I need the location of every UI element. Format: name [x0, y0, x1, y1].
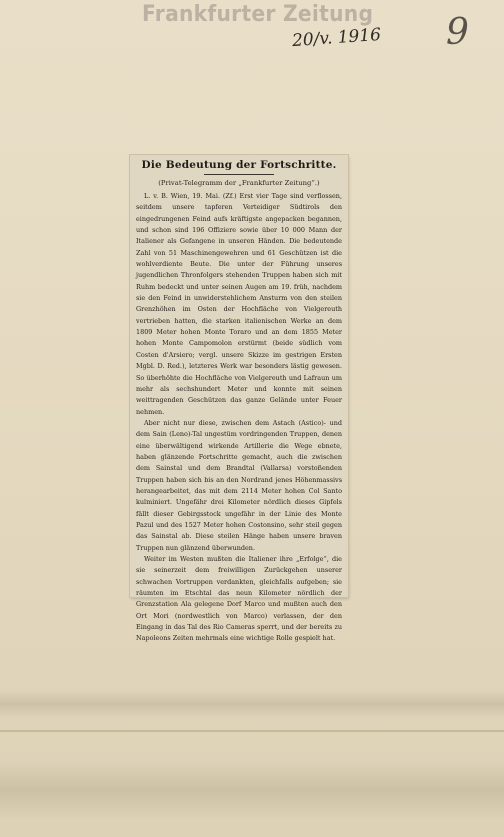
paper-crease — [0, 690, 504, 718]
article-title: Die Bedeutung der Fortschritte. — [141, 159, 337, 171]
handwritten-date: 20/v. 1916 — [291, 24, 382, 52]
article-paragraph: Weiter im Westen mußten die Italiener ihre „Erfolge“, die sie seinerzeit dem freiwilligen Zurückgehen unserer schwachen Vortruppen verdankten, gleichfalls aufgeben; sie räumten im Etschtal das neun Kilometer nördlich der Grenzstation Ala gelegene Dorf Marco und mußten auch den Ort Mori (nordwestlich von Marco) verlassen, der den Eingang in das Tal des Rio Cameras sperrt, und der bereits zu Napoleons Zeiten mehrmals eine wichtige Rolle gespielt hat. — [136, 555, 342, 643]
handwritten-page-number: 9 — [446, 12, 469, 53]
article-paragraph: L. v. B. Wien, 19. Mai. (Zf.) Erst vier Tage sind verflossen, seitdem unsere tapferen Verteidiger Südtirols den eingedrungenen Feind aufs kräftigste angepacken begannen, und schon sind 196 Offiziere sowie über 10 000 Mann der Italiener als Gefangene in unseren Händen. Die bedeutende Zahl von 51 Maschinengewehren und 61 Geschützen ist die wohlverdiente Beute. Die unter der Führung unseres jugendlichen Thronfolgers stehenden Truppen haben sich mit Ruhm bedeckt und unter seinen Augen am 19. früh, nachdem sie den Feind in unwiderstehlichem Ansturm von den steilen Grenzhöhen im Osten der Hochfläche von Vielgereuth vertrieben hatten, die starken italienischen Werke an dem 1809 Meter hohen Monte Toraro und an dem 1855 Meter hohen Monte Campomolon erstürmt (beide südlich vom Costen d'Arsiero; vergl. unsere Skizze im gestrigen Ersten Mgbl. D. Red.), letzteres Werk war besonders lästig gewesen. So überhöhte die Hochfläche von Vielgereuth und Lafraun um mehr als sechshundert Meter und konnte mit seinen weittragenden Geschützen das ganze Gelände unter Feuer nehmen. — [136, 192, 342, 416]
fold-line — [0, 730, 504, 732]
article-paragraph: Aber nicht nur diese, zwischen dem Astach (Astico)- und dem Sain (Leno)-Tal ungestüm vordringenden Truppen, denen eine überwältigend wirkende Artillerie die Wege ebnete, haben glänzende Fortschritte gemacht, auch die zwischen dem Sainstal und dem Brandtal (Vallarsa) vorstoßenden Truppen haben sich bis an den Nordrand jenes Höhenmassivs herangearbeitet, das mit dem 2114 Meter hohen Col Santo kulminiert. Ungefähr drei Kilometer nördlich dieses Gipfels fällt dieser Gebirgsstock ungefähr in der Linie des Monte Pazul und des 1527 Meter hohen Costonsino, sehr steil gegen das Sainstal ab. Diese steilen Hänge haben unsere braven Truppen nun glänzend überwunden. — [136, 418, 342, 552]
newspaper-clipping — [130, 155, 348, 643]
newspaper-stamp: Frankfurter Zeitung — [142, 2, 374, 27]
paper-crease — [0, 760, 504, 820]
title-rule — [204, 174, 274, 175]
article-subtitle: (Privat-Telegramm der „Frankfurter Zeitung“.) — [158, 179, 320, 187]
